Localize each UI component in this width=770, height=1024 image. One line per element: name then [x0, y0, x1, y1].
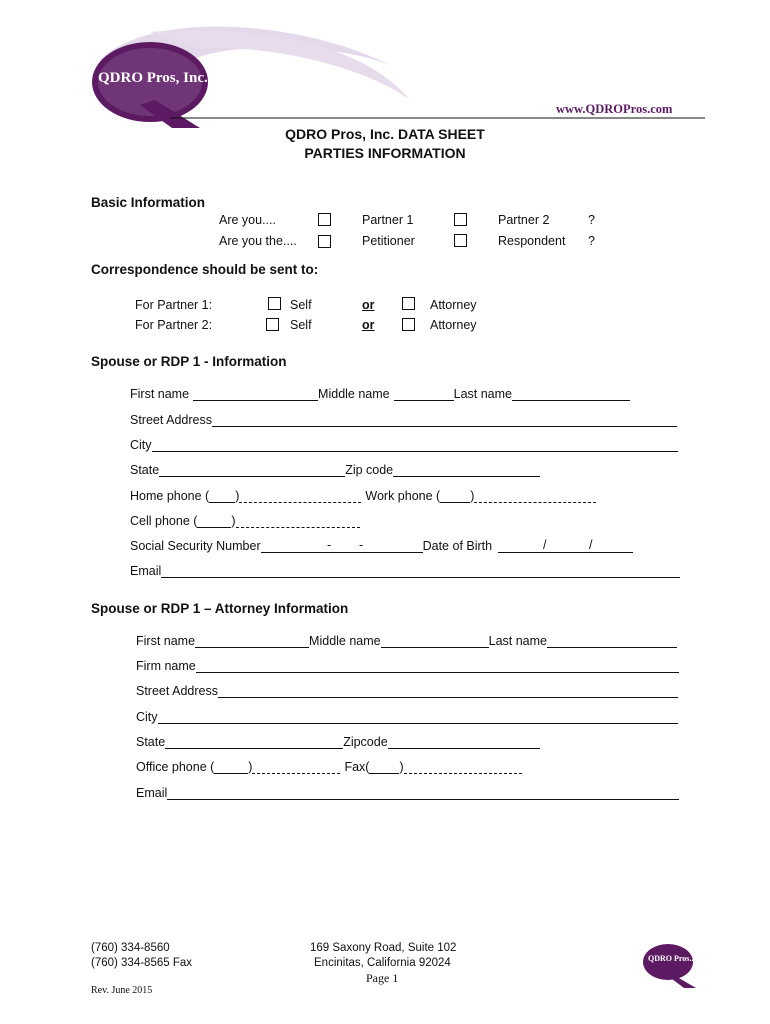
- firm-name-label: Firm name: [136, 659, 196, 673]
- respondent-checkbox[interactable]: [454, 234, 467, 247]
- state-field[interactable]: [159, 464, 345, 477]
- logo-text: QDRO Pros, Inc.: [98, 70, 208, 86]
- respondent-label: Respondent: [498, 234, 566, 248]
- first-name-label: First name: [130, 387, 190, 401]
- atty-zip-field[interactable]: [388, 736, 540, 749]
- atty-state-field[interactable]: [165, 736, 343, 749]
- street-field[interactable]: [212, 414, 677, 427]
- page-subtitle: PARTIES INFORMATION: [304, 145, 466, 161]
- home-phone-area[interactable]: [209, 490, 235, 503]
- are-you-label: Are you....: [219, 213, 276, 227]
- work-phone-label: Work phone (: [365, 489, 441, 503]
- work-phone-area[interactable]: [440, 490, 470, 503]
- firm-name-field[interactable]: [196, 660, 679, 673]
- footer-address2: Encinitas, California 92024: [314, 957, 451, 969]
- question-mark: ?: [588, 234, 595, 248]
- atty-email-label: Email: [136, 786, 168, 800]
- work-phone-field[interactable]: [474, 490, 596, 503]
- footer-address1: 169 Saxony Road, Suite 102: [310, 942, 457, 954]
- city-field[interactable]: [152, 439, 678, 452]
- self-label: Self: [290, 318, 312, 332]
- footer-fax: (760) 334-8565 Fax: [91, 957, 193, 969]
- or-label: or: [362, 298, 375, 312]
- p1-attorney-checkbox[interactable]: [402, 297, 415, 310]
- fax-label: Fax(: [344, 760, 370, 774]
- partner2-label: Partner 2: [498, 213, 550, 227]
- cell-phone-label: Cell phone (: [130, 514, 198, 528]
- office-phone-field[interactable]: [252, 761, 340, 774]
- office-phone-area[interactable]: [214, 761, 248, 774]
- ssn-label: Social Security Number: [130, 539, 261, 553]
- are-you-the-label: Are you the....: [219, 234, 297, 248]
- last-name-field[interactable]: [512, 388, 630, 401]
- for-partner1-label: For Partner 1:: [135, 298, 213, 312]
- footer-phone: (760) 334-8560: [91, 942, 170, 954]
- atty-street-label: Street Address: [136, 684, 218, 698]
- street-label: Street Address: [130, 413, 212, 427]
- question-mark: ?: [588, 213, 595, 227]
- cell-phone-field[interactable]: [236, 515, 360, 528]
- ssn-field[interactable]: [261, 540, 423, 553]
- spouse-info-heading: Spouse or RDP 1 - Information: [91, 354, 287, 369]
- middle-name-label: Middle name: [318, 387, 390, 401]
- office-phone-label: Office phone (: [136, 760, 215, 774]
- website-url[interactable]: www.QDROPros.com: [556, 102, 673, 116]
- zip-field[interactable]: [393, 464, 540, 477]
- page-number: Page 1: [366, 971, 399, 985]
- atty-first-name-label: First name: [136, 634, 196, 648]
- city-label: City: [130, 438, 152, 452]
- home-phone-field[interactable]: [239, 490, 361, 503]
- or-label: or: [362, 318, 375, 332]
- dob-label: Date of Birth: [422, 539, 493, 553]
- atty-middle-name-label: Middle name: [309, 634, 381, 648]
- p2-self-checkbox[interactable]: [266, 318, 279, 331]
- for-partner2-label: For Partner 2:: [135, 318, 213, 332]
- self-label: Self: [290, 298, 312, 312]
- correspondence-heading: Correspondence should be sent to:: [91, 262, 319, 277]
- fax-field[interactable]: [404, 761, 522, 774]
- partner2-checkbox[interactable]: [454, 213, 467, 226]
- dob-field[interactable]: [498, 540, 633, 553]
- attorney-info-heading: Spouse or RDP 1 – Attorney Information: [91, 601, 349, 616]
- atty-middle-name-field[interactable]: [381, 635, 489, 648]
- atty-first-name-field[interactable]: [195, 635, 309, 648]
- atty-last-name-field[interactable]: [547, 635, 677, 648]
- cell-phone-area[interactable]: [197, 515, 231, 528]
- atty-city-field[interactable]: [158, 711, 678, 724]
- atty-last-name-label: Last name: [488, 634, 547, 648]
- page-title: QDRO Pros, Inc. DATA SHEET: [285, 126, 485, 142]
- home-phone-label: Home phone (: [130, 489, 210, 503]
- state-label: State: [130, 463, 160, 477]
- basic-info-heading: Basic Information: [91, 195, 206, 210]
- partner1-label: Partner 1: [362, 213, 414, 227]
- partner1-checkbox[interactable]: [318, 213, 331, 226]
- zip-label: Zip code: [345, 463, 394, 477]
- attorney-label: Attorney: [430, 318, 477, 332]
- atty-email-field[interactable]: [167, 787, 679, 800]
- fax-area[interactable]: [369, 761, 399, 774]
- revision-date: Rev. June 2015: [91, 985, 153, 996]
- atty-state-label: State: [136, 735, 166, 749]
- p1-self-checkbox[interactable]: [268, 297, 281, 310]
- footer-logo: [640, 940, 702, 990]
- email-field[interactable]: [161, 565, 680, 578]
- first-name-field[interactable]: [193, 388, 318, 401]
- atty-street-field[interactable]: [218, 685, 678, 698]
- atty-city-label: City: [136, 710, 158, 724]
- petitioner-label: Petitioner: [362, 234, 415, 248]
- petitioner-checkbox[interactable]: [318, 235, 331, 248]
- attorney-label: Attorney: [430, 298, 477, 312]
- footer-logo-text: QDRO Pros...: [648, 954, 696, 963]
- email-label: Email: [130, 564, 162, 578]
- p2-attorney-checkbox[interactable]: [402, 318, 415, 331]
- middle-name-field[interactable]: [394, 388, 454, 401]
- last-name-label: Last name: [453, 387, 512, 401]
- atty-zip-label: Zipcode: [343, 735, 388, 749]
